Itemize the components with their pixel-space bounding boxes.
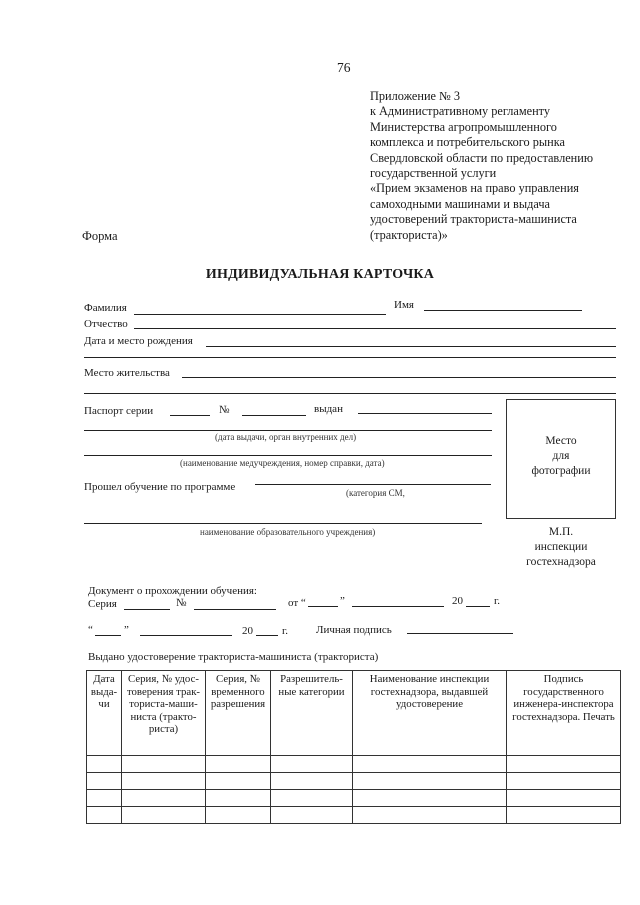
appendix-line: удостоверений тракториста-машиниста [370,212,577,227]
name-label: Имя [394,299,414,311]
certificate-table [86,670,621,824]
stamp-line: гостехнадзора [526,556,596,568]
passport-hint: (дата выдачи, орган внутренних дел) [215,432,357,442]
photo-label-line: фотографии [531,465,591,477]
institution-field[interactable] [84,523,482,524]
birth-field[interactable] [206,346,616,347]
residence-label: Место жительства [84,367,170,379]
passport-issued-label: выдан [314,403,343,415]
appendix-line: «Прием экзаменов на право управления [370,181,579,196]
date-day-field[interactable] [95,635,121,636]
column-header: Серия, № временного разрешения [206,671,271,756]
passport-issued-field[interactable] [358,413,492,414]
column-header: Серия, № удос-товерения трак-ториста-маши-ниста (тракто-риста) [122,671,206,756]
column-header: Наименование инспекции гостехнадзора, выдавшей удостоверение [353,671,507,756]
appendix-line: самоходными машинами и выдача [370,196,550,211]
document-number-field[interactable] [194,609,276,610]
appendix-line: Министерства агропромышленного [370,119,557,134]
photo-label-line: Место [545,435,577,447]
document-day-field[interactable] [308,606,338,607]
photo-label-line: для [552,450,570,462]
appendix-line: Приложение № 3 [370,89,461,103]
page-title: ИНДИВИДУАЛЬНАЯ КАРТОЧКА [205,267,435,282]
date-year-suffix: г. [282,625,289,637]
table-row [87,756,621,773]
column-header: Дата выда-чи [87,671,122,756]
document-number-sign: № [176,597,187,609]
date-quote-close: ” [124,624,129,636]
residence-field-continuation[interactable] [84,393,616,394]
appendix-line: государственной услуги [370,166,497,181]
appendix-line: Свердловской области по предоставлению [370,150,594,165]
document-year-suffix: г. [494,595,501,607]
photo-placeholder [506,399,616,519]
table-row [87,807,621,824]
medical-hint: (наименование медучреждения, номер справки, дата) [180,458,385,468]
appendix-line: комплекса и потребительского рынка [370,135,565,150]
table-row [87,773,621,790]
surname-label: Фамилия [84,302,127,314]
issued-label: Выдано удостоверение тракториста-машиниста (тракториста) [88,651,379,663]
document-quote-close: ” [340,595,345,607]
date-quote-open: “ [88,624,93,636]
passport-issued-continuation[interactable] [84,430,492,431]
passport-number-sign: № [219,404,230,416]
birth-field-continuation[interactable] [84,357,616,358]
document-series-label: Серия [88,598,117,610]
category-hint: (категория СМ, [346,488,405,498]
stamp-line: М.П. [548,526,574,538]
document-from-label: от “ [288,597,306,609]
table-row [87,790,621,807]
passport-series-label: Паспорт серии [84,405,154,417]
document-series-field[interactable] [124,609,170,610]
stamp-block [504,525,618,570]
date-year-prefix: 20 [242,625,253,637]
birth-label: Дата и место рождения [84,335,193,347]
surname-field[interactable] [134,314,386,315]
training-field[interactable] [255,484,491,485]
date-year-field[interactable] [256,635,278,636]
document-label: Документ о прохождении обучения: [88,585,257,597]
date-month-field[interactable] [140,635,232,636]
stamp-line: инспекции [534,541,588,553]
passport-number-field[interactable] [242,415,306,416]
patronymic-label: Отчество [84,318,128,330]
column-header: Подпись государственного инженера-инспектора гостехнадзора. Печать [507,671,621,756]
appendix-line: к Административному регламенту [370,104,551,119]
document-year-prefix: 20 [452,595,463,607]
appendix-block [370,89,593,243]
form-label: Форма [82,229,118,243]
signature-label: Личная подпись [316,624,392,636]
document-year-field[interactable] [466,606,490,607]
residence-field[interactable] [182,377,616,378]
passport-series-field[interactable] [170,415,210,416]
name-field[interactable] [424,310,582,311]
appendix-line: (тракториста)» [370,227,448,242]
patronymic-field[interactable] [134,328,616,329]
training-label: Прошел обучение по программе [84,481,236,493]
document-month-field[interactable] [352,606,444,607]
signature-field[interactable] [407,633,513,634]
page-number: 76 [337,60,351,75]
table-header-row [87,671,621,756]
medical-field[interactable] [84,455,492,456]
institution-hint: наименование образовательного учреждения) [200,527,376,537]
column-header: Разрешитель-ные категории [271,671,353,756]
